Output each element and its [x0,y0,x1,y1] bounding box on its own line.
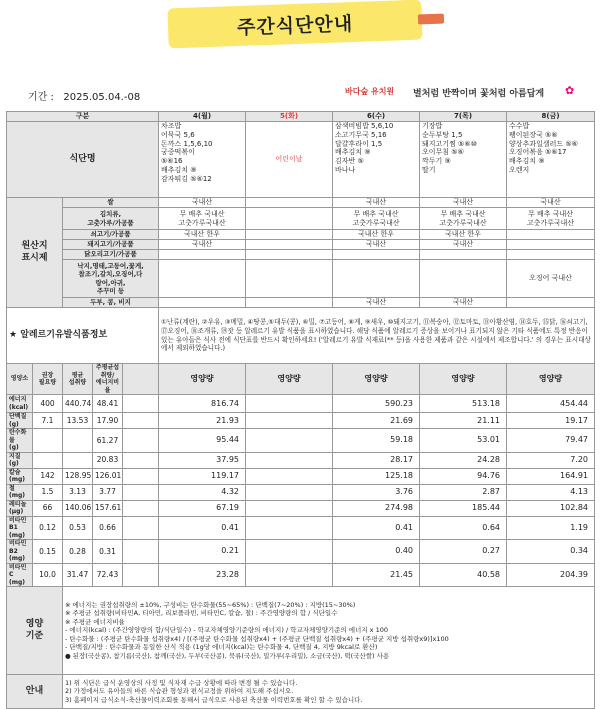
nutrient-value: 72.43 [93,563,123,587]
daily-nutrient: 24.28 [420,452,507,468]
standard-line: ※ 에너지는 권장섭취량의 ±10%, 구성비는 탄수화물(55~65%) : 단백질(7~20%) : 지방(15~30%) [65,600,356,609]
table-row [7,298,595,308]
standard-line: ※ 주평균 에너지비율 [65,617,125,626]
origin-value [420,250,507,260]
table-row [7,500,595,516]
header-day: 6(수) [333,112,420,122]
nutrient-value: 13.53 [63,413,93,429]
origin-item: 돼지고기/가공품 [63,240,159,250]
notice-line: 2) 가정에서도 유아들의 바른 식습관 형성과 편식교정을 위하여 지도해 주십시오. [65,687,294,696]
daily-nutrient: 7.20 [507,452,595,468]
notice-line: 3) 홈페이지 급식소식-축산물이력조회를 통해서 급식으로 사용된 축산물 이력번호를 확인 할 수 있습니다. [65,695,363,704]
table-row [7,587,595,675]
menu-cell [246,122,333,198]
menu-item: 오렌지 [509,165,530,174]
nutrient-value [33,429,63,453]
daily-nutrient: 164.91 [507,468,595,484]
origin-item: 두부, 콩, 비지 [63,298,159,308]
daily-nutrient: 79.47 [507,429,595,453]
daily-nutrient: 67.19 [159,500,246,516]
daily-nutrient: 125.18 [333,468,420,484]
table-row [7,230,595,240]
origin-value: 무 배추 국내산 고춧가루국내산 [420,208,507,230]
daily-nutrient: 2.87 [420,484,507,500]
origin-value: 국내산 [159,198,246,208]
nutrient-value: 157.61 [93,500,123,516]
spacer [123,484,159,500]
nutrient-value: 48.41 [93,395,123,413]
table-row [7,240,595,250]
origin-value: 국내산 [420,298,507,308]
daily-nutrient: 0.41 [333,516,420,540]
nutrient-value: 142 [33,468,63,484]
header-day: 7(목) [420,112,507,122]
nutrient-value: 61.27 [93,429,123,453]
nutrient-value: 3.13 [63,484,93,500]
nutrient-name: 비타민B1 (mg) [7,516,33,540]
menu-cell [420,122,507,198]
nutrient-value: 10.0 [33,563,63,587]
daily-nutrient: 21.45 [333,563,420,587]
daily-nutrient: 94.76 [420,468,507,484]
spacer [123,468,159,484]
standard-text [63,587,595,675]
menu-item: 달걀후라이 1,5 [335,139,383,148]
daily-nutrient: 95.44 [159,429,246,453]
daily-nutrient: 4.32 [159,484,246,500]
spacer [123,413,159,429]
menu-item: 오이무침 ⑤⑥ [422,148,464,157]
origin-value: 국내산 [333,198,420,208]
amount-header: 영양량 [159,364,246,395]
nutrient-value: 0.53 [63,516,93,540]
notice-label: 안내 [7,675,63,709]
nutrient-header: 영양소 [7,364,33,395]
daily-nutrient: 4.13 [507,484,595,500]
origin-value: 국내산 [159,240,246,250]
origin-value: 국내산 [507,198,595,208]
daily-nutrient: 3.76 [333,484,420,500]
table-row [7,112,595,122]
standard-line: ※ 주평균 섭취량(비타민A, 티아민, 리보플라빈, 비타민C, 칼슘, 철) : 주간영양량의 합 / 식단일수 [65,609,338,618]
daily-nutrient [246,516,333,540]
daily-nutrient [246,468,333,484]
nutrient-name: 비타민B2 (mg) [7,540,33,564]
origin-value [246,198,333,208]
origin-value [507,230,595,240]
nutrient-value: 17.90 [93,413,123,429]
table-row [7,484,595,500]
menu-item: 돈까스 1,5,6,10 [161,139,213,148]
spacer [123,563,159,587]
menu-item: 어린이날 [275,155,303,164]
amount-header: 영양량 [333,364,420,395]
flower-icon: ✿ [565,84,575,97]
daily-nutrient: 0.34 [507,540,595,564]
nutrient-value: 0.12 [33,516,63,540]
menu-item: 양상추과일샐러드 ⑤⑥ [509,139,578,148]
daily-nutrient: 0.27 [420,540,507,564]
menu-item: 어묵국 5,6 [161,130,195,139]
page-title: 주간식단안내 [236,12,354,39]
nutrient-name: 에너지 (kcal) [7,395,33,413]
table-row [7,413,595,429]
daily-nutrient [246,500,333,516]
daily-nutrient: 1.19 [507,516,595,540]
origin-item: 쇠고기/가공품 [63,230,159,240]
table-row [7,468,595,484]
origin-item: 낙지,명태,고등어,꽃게, 참조기,갈치,오징어,다 랑어,아귀, 주꾸미 등 [63,260,159,298]
daily-nutrient [246,540,333,564]
spacer [123,452,159,468]
origin-value [159,298,246,308]
daily-nutrient: 19.17 [507,413,595,429]
nutrient-name: 철(mg) [7,484,33,500]
daily-nutrient: 0.64 [420,516,507,540]
nutrient-name: 지질(g) [7,452,33,468]
daily-nutrient [246,452,333,468]
menu-item: 수수밥 [509,122,530,130]
origin-value: 국내산 [333,240,420,250]
kindergarten-logo: 바다숲 유치원 [345,87,395,96]
period [28,88,140,103]
table-row [7,516,595,540]
table-row [7,122,595,198]
nutrient-value: 0.31 [93,540,123,564]
allergy-text: ①난류(계란), ②우유, ③메밀, ④땅콩,⑤대두(콩), ⑥밀, ⑦고등어, ⑧게, ⑨새우, ⑩돼지고기, ⑪복숭아, ⑫토마토, ⑬아황산염, ⑭호두, ⑮닭, ⑯쇠고기, ⑰오징어, ⑱조개류, ⑲잣 등 알레르기 유발 식품을 표시하였습니다. 해당 식품에 알레르기 증상을 보이거나 표기되지 않은 기타 식품에도 특정 반응이 있는 유아들은 식사 전에 식단표를 반드시 확인하세요! ('알레르기 유발 식재료(** 등)을 사용한 제품과 같은 시설에서 제조합니다.' 의 경우는 표시대상에서 제외하였습니다.) [159,308,595,364]
period-label: 기간 : [28,92,54,103]
daily-nutrient [246,563,333,587]
menu-item: 순두부탕 1,5 [422,130,463,139]
slogan: 별처럼 반짝이며 꽃처럼 아름답게 [413,89,545,99]
origin-value [246,240,333,250]
nutrient-value: 66 [33,500,63,516]
table-row [7,250,595,260]
origin-value [507,298,595,308]
daily-nutrient: 274.98 [333,500,420,516]
table-row [7,395,595,413]
origin-value: 무 배추 국내산 고춧가루국내산 [507,208,595,230]
allergy-label: ★ 알레르기유발식품정보 [7,308,159,364]
nutrition-header: 평균 섭취량 [63,364,93,395]
spacer [123,516,159,540]
menu-item: 배추김치 ⑨ [335,148,371,157]
origin-value [333,250,420,260]
amount-header: 영양량 [420,364,507,395]
menu-item: 오징어볶음 ⑤⑥17 [509,148,567,157]
table-row [7,208,595,230]
menu-item: 궁중떡볶이 [161,148,195,157]
period-value: 2025.05.04.-08 [63,92,141,103]
nutrient-value: 20.83 [93,452,123,468]
standard-line: ● 된장(국산콩), 참기름(국산), 참깨(국산), 두부(국산콩), 묵류(국산), 밀가루(우리밀), 소금(국산), 떡(국산쌀) 사용 [65,651,390,660]
daily-nutrient [246,429,333,453]
daily-nutrient [246,395,333,413]
spacer [123,395,159,413]
nutrient-value: 140.06 [63,500,93,516]
origin-value [159,250,246,260]
daily-nutrient: 53.01 [420,429,507,453]
daily-nutrient: 102.84 [507,500,595,516]
daily-nutrient [246,413,333,429]
origin-value [246,250,333,260]
table-row [7,675,595,709]
daily-nutrient: 21.93 [159,413,246,429]
daily-nutrient: 37.95 [159,452,246,468]
nutrient-value: 126.01 [93,468,123,484]
origin-value: 무 배추 국내산 고춧가루국내산 [159,208,246,230]
menu-item: 팽이된장국 ⑤⑥ [509,130,558,139]
origin-value: 국내산 한우 [159,230,246,240]
nutrient-value: 440.74 [63,395,93,413]
origin-item: 김치류, 고춧가루/가공품 [63,208,159,230]
daily-nutrient: 204.39 [507,563,595,587]
menu-table [6,111,595,709]
daily-nutrient: 23.28 [159,563,246,587]
origin-value [420,260,507,298]
menu-label: 식단명 [7,122,159,198]
menu-item: 깍두기 ⑨ [422,157,451,165]
header-day: 4(월) [159,112,246,122]
notice-text [63,675,595,709]
table-row [7,452,595,468]
daily-nutrient: 40.58 [420,563,507,587]
spacer [123,429,159,453]
daily-nutrient: 454.44 [507,395,595,413]
origin-value [246,230,333,240]
nutrition-header: 권장 필요량 [33,364,63,395]
notice-line: 1) 위 식단은 급식 운영상의 사정 및 식자재 수급 상황에 따라 변경 될 수 있습니다. [65,678,298,687]
daily-nutrient: 513.18 [420,395,507,413]
spacer [123,540,159,564]
origin-value: 국내산 [420,198,507,208]
menu-cell [507,122,595,198]
table-row [7,260,595,298]
nutrient-name: 비타민C (mg) [7,563,33,587]
menu-item: 소고기무국 5,16 [335,130,387,139]
amount-header: 영양량 [246,364,333,395]
nutrient-value: 0.66 [93,516,123,540]
nutrient-value: 400 [33,395,63,413]
daily-nutrient: 119.17 [159,468,246,484]
nutrient-name: 레티놀(μg) [7,500,33,516]
origin-item: 닭오리고기/가공품 [63,250,159,260]
menu-cell [333,122,420,198]
standard-line: - 단백질/지방 : 탄수화물과 동일한 산식 적용 (1g당 에너지(kcal)는 탄수화물 4, 단백질 4, 지방 9kcal로 환산) [65,643,378,652]
origin-label: 원산지 표시제 [7,198,63,308]
table-row [7,308,595,364]
daily-nutrient: 21.11 [420,413,507,429]
standard-line: - 탄수화물 : (주평균 탄수화물 섭취량x4) / [(주평균 탄수화물 섭취량x4) + (주평균 단백질 섭취량x4) + (주평균 지방 섭취량x9)]x100 [65,634,449,643]
origin-value [246,208,333,230]
nutrient-name: 칼슘(mg) [7,468,33,484]
daily-nutrient: 590.23 [333,395,420,413]
header-day: 8(금) [507,112,595,122]
nutrient-value [63,429,93,453]
daily-nutrient: 0.21 [159,540,246,564]
menu-item: 바나나 [335,165,356,174]
origin-value: 국내산 [333,298,420,308]
nutrient-value: 0.28 [63,540,93,564]
standard-label: 영양 기준 [7,587,63,675]
menu-item: 차조밥 [161,122,182,130]
menu-item: 감자튀김 ⑤⑥12 [161,174,212,183]
origin-value [246,298,333,308]
table-row [7,540,595,564]
origin-value: 국내산 [420,240,507,250]
menu-item: 김자반 ⑤ [335,157,364,165]
table-row [7,563,595,587]
menu-item: 배추김치 ⑨ [509,157,545,165]
pencil-icon [418,14,444,25]
nutrition-header: 주평균섭취량/ 에너지비율 [93,364,123,395]
nutrient-value: 128.95 [63,468,93,484]
nutrient-value: 1.5 [33,484,63,500]
daily-nutrient: 185.44 [420,500,507,516]
title-banner [167,0,422,48]
amount-header: 영양량 [507,364,595,395]
nutrient-value: 0.15 [33,540,63,564]
origin-value [246,260,333,298]
nutrient-value [63,452,93,468]
daily-nutrient: 0.40 [333,540,420,564]
menu-item: ⑤⑥16 [161,157,183,165]
origin-value: 국내산 한우 [420,230,507,240]
table-row [7,364,595,395]
nutrient-name: 단백질(g) [7,413,33,429]
origin-value: 오징어 국내산 [507,260,595,298]
daily-nutrient: 28.17 [333,452,420,468]
daily-nutrient: 21.69 [333,413,420,429]
nutrient-value: 3.77 [93,484,123,500]
menu-cell [159,122,246,198]
table-row [7,429,595,453]
daily-nutrient: 816.74 [159,395,246,413]
nutrient-value [33,452,63,468]
spacer [123,364,159,395]
origin-value [507,240,595,250]
origin-value [333,260,420,298]
daily-nutrient [246,484,333,500]
menu-item: 삼색비빔밥 5,6,10 [335,122,394,130]
spacer [123,500,159,516]
menu-item: 돼지고기찜 ⑤⑥⑩ [422,139,477,148]
menu-item: 배추김치 ⑨ [161,165,197,174]
standard-line: - 에너지(kcal) : (주간영양량의 합/식단일수) - 학교자체영양기준량의 에너지) / 학교자체영양기준의 에너지 x 100 [65,626,388,635]
nutrient-value: 7.1 [33,413,63,429]
origin-value [159,260,246,298]
nutrient-name: 탄수화물 (g) [7,429,33,453]
nutrient-value: 31.47 [63,563,93,587]
daily-nutrient: 59.18 [333,429,420,453]
table-row [7,198,595,208]
origin-value: 국내산 한우 [333,230,420,240]
origin-value: 무 배추 국내산 고춧가루국내산 [333,208,420,230]
origin-item: 쌀 [63,198,159,208]
header-day: 5(화) [246,112,333,122]
menu-item: 딸기 [422,165,436,174]
origin-value [507,250,595,260]
header-label: 구분 [7,112,159,122]
daily-nutrient: 0.41 [159,516,246,540]
menu-item: 기장밥 [422,122,443,130]
